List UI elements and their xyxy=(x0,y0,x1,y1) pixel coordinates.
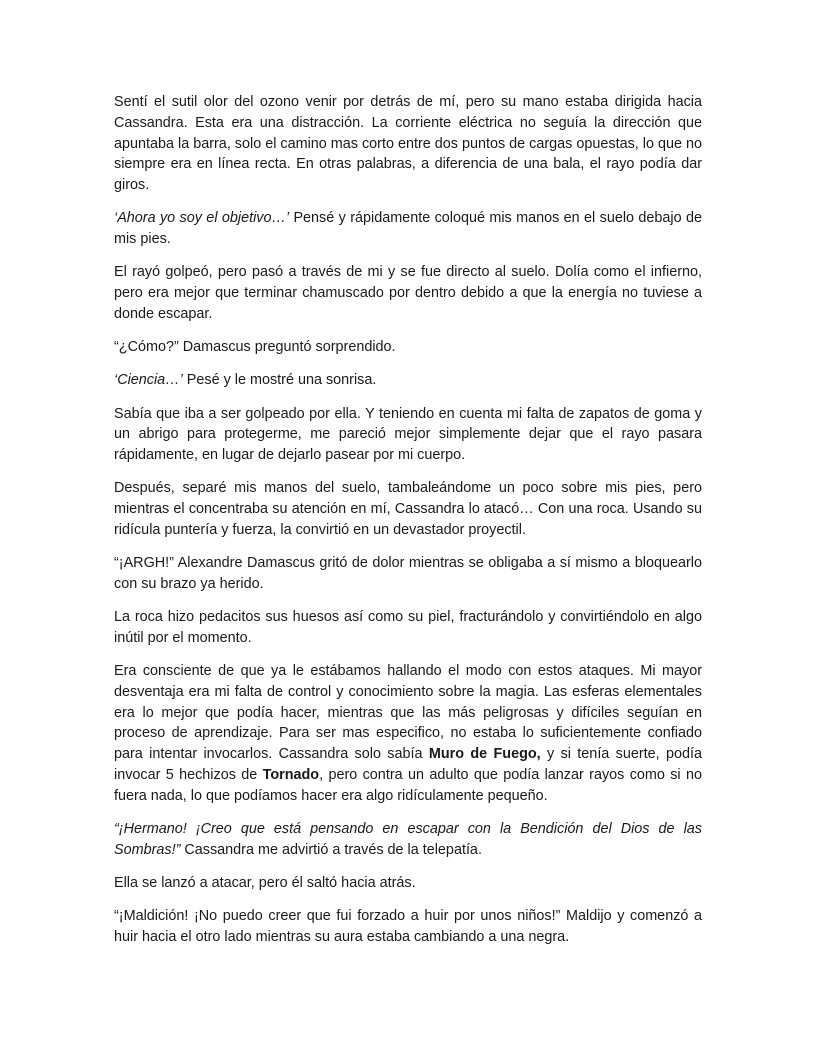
text-run: Pesé y le mostré una sonrisa. xyxy=(182,372,377,389)
dialogue-line: “¿Cómo?” Damascus preguntó sorprendido. xyxy=(114,339,396,356)
spell-name-bold: Tornado xyxy=(262,767,320,784)
paragraph-7 xyxy=(114,478,702,540)
paragraph-6 xyxy=(114,404,702,466)
text-run: y si tenía suerte, podía invocar 5 hechizos de xyxy=(114,746,703,784)
document-page xyxy=(114,92,702,960)
paragraph-4 xyxy=(114,337,702,358)
italic-thought: ‘Ahora yo soy el objetivo…’ xyxy=(114,210,290,227)
text-run: El rayó golpeó, pero pasó a través de mi y se fue directo al suelo. Dolía como el infierno, pero era mejor que terminar chamuscado por dentro debido a que la energía no tuviese a donde escapar. xyxy=(114,264,702,322)
paragraph-12 xyxy=(114,873,702,894)
italic-thought: ‘Ciencia…’ xyxy=(114,372,183,389)
paragraph-3 xyxy=(114,262,702,324)
text-run: Cassandra me advirtió a través de la telepatía. xyxy=(180,841,482,858)
dialogue-line: “¡ARGH!” Alexandre Damascus gritó de dolor mientras se obligaba a sí mismo a bloquearlo con su brazo ya herido. xyxy=(114,555,702,592)
paragraph-10 xyxy=(114,661,702,807)
text-run: Pensé y rápidamente coloqué mis manos en el suelo debajo de mis pies. xyxy=(114,210,702,248)
paragraph-8 xyxy=(114,553,702,595)
text-run: Después, separé mis manos del suelo, tambaleándome un poco sobre mis pies, pero mientras el concentraba su atención en mí, Cassandra lo atacó… Con una roca. Usando su ridícula puntería y fuerza, la convirtió en un devastador proyectil. xyxy=(114,480,702,538)
italic-telepathy: “¡Hermano! ¡Creo que está pensando en escapar con la Bendición del Dios de las Sombras!” xyxy=(114,821,702,858)
text-run: , pero contra un adulto que podía lanzar rayos como si no fuera nada, lo que podíamos hacer era algo ridículamente pequeño. xyxy=(114,767,702,804)
paragraph-13 xyxy=(114,906,702,948)
text-run: Era consciente de que ya le estábamos hallando el modo con estos ataques. Mi mayor desventaja era mi falta de control y conocimiento sobre la magia. Las esferas elementales era lo mejor que podía hacer, mientras que las más peligrosas y difíciles seguían en proceso de aprendizaje. Para ser mas especifico, no estaba lo suficientemente confiado para intentar invocarlos. Cassandra solo sabía xyxy=(114,663,702,763)
paragraph-5 xyxy=(114,370,702,391)
paragraph-2 xyxy=(114,208,702,250)
paragraph-11 xyxy=(114,819,702,861)
text-run: Sabía que iba a ser golpeado por ella. Y teniendo en cuenta mi falta de zapatos de goma y un abrigo para protegerme, me pareció mejor simplemente dejar que el rayo pasara rápidamente, en lugar de dejarlo pasear por mi cuerpo. xyxy=(114,405,702,464)
text-run: Sentí el sutil olor del ozono venir por detrás de mí, pero su mano estaba dirigida hacia Cassandra. Esta era una distracción. La corriente eléctrica no seguía la dirección que apuntaba la barra, solo el camino mas corto entre dos puntos de cargas opuestas, lo que no siempre era en línea recta. En otras palabras, a diferencia de una bala, el rayo podía dar giros. xyxy=(114,94,702,194)
paragraph-1 xyxy=(114,92,702,196)
text-run: Ella se lanzó a atacar, pero él saltó hacia atrás. xyxy=(114,875,416,891)
dialogue-line: “¡Maldición! ¡No puedo creer que fui forzado a huir por unos niños!” Maldijo y comenzó a huir hacia el otro lado mientras su aura estaba cambiando a una negra. xyxy=(114,908,702,945)
spell-name-bold: Muro de Fuego, xyxy=(428,746,541,763)
text-run: La roca hizo pedacitos sus huesos así como su piel, fracturándolo y convirtiéndolo en algo inútil por el momento. xyxy=(114,609,702,646)
paragraph-9 xyxy=(114,607,702,649)
